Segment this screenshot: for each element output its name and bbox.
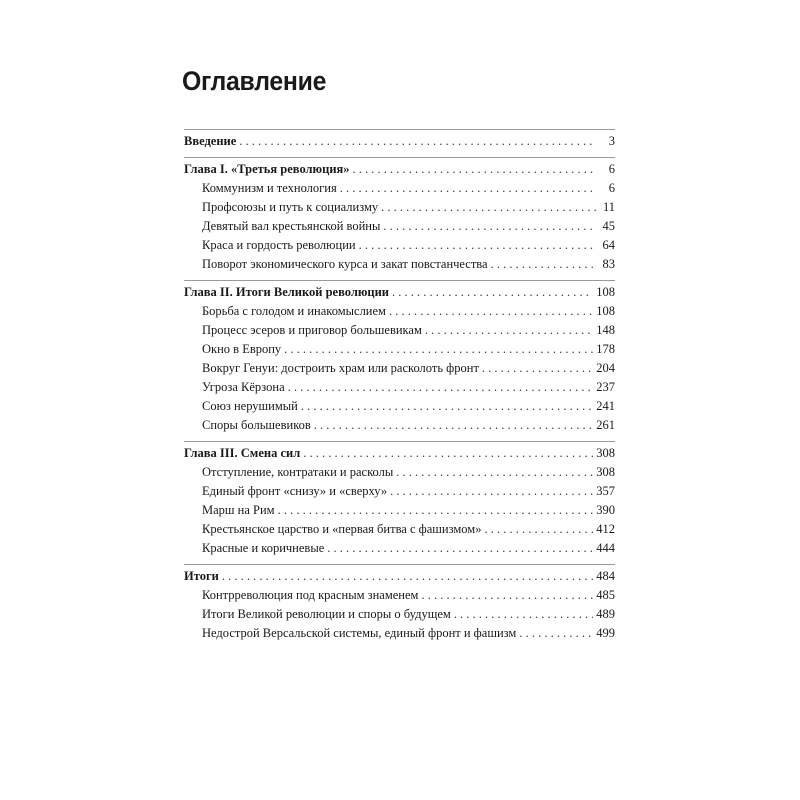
toc-entry-title: Девятый вал крестьянской войны (202, 219, 381, 233)
toc-page-number: 261 (596, 418, 615, 432)
toc-entry-title: Недострой Версальской системы, единый фронт и фашизм (202, 626, 517, 640)
dot-leader (314, 416, 593, 435)
toc-page-number: 357 (596, 484, 615, 498)
dot-leader (454, 605, 593, 624)
toc-chapter-entry[interactable] (184, 160, 615, 179)
toc-entry-title: Коммунизм и технология (202, 181, 337, 195)
toc-subsection-entry[interactable] (184, 359, 615, 378)
toc-page-number: 148 (596, 323, 615, 337)
toc-subsection-entry[interactable] (184, 624, 615, 643)
dot-leader (353, 160, 596, 179)
table-of-contents (184, 129, 615, 649)
toc-section (184, 441, 615, 558)
toc-page-number: 241 (596, 399, 615, 413)
toc-page-number: 444 (596, 541, 615, 555)
toc-page-number: 237 (596, 380, 615, 394)
toc-subsection-entry[interactable] (184, 605, 615, 624)
toc-chapter-entry[interactable] (184, 132, 615, 151)
toc-section (184, 157, 615, 274)
toc-subsection-entry[interactable] (184, 236, 615, 255)
toc-page-number: 3 (608, 134, 615, 148)
toc-chapter-entry[interactable] (184, 567, 615, 586)
toc-subsection-entry[interactable] (184, 501, 615, 520)
toc-subsection-entry[interactable] (184, 179, 615, 198)
toc-entry-title: Угроза Кёрзона (202, 380, 285, 394)
dot-leader (301, 397, 593, 416)
toc-subsection-entry[interactable] (184, 198, 615, 217)
toc-page-number: 6 (608, 162, 615, 176)
toc-page-number: 45 (602, 219, 615, 233)
toc-section (184, 280, 615, 435)
toc-entry-title: Единый фронт «снизу» и «сверху» (202, 484, 388, 498)
toc-subsection-entry[interactable] (184, 321, 615, 340)
toc-entry-title: Введение (184, 134, 237, 148)
toc-page-number: 108 (596, 285, 615, 299)
toc-page-number: 485 (596, 588, 615, 602)
toc-entry-title: Окно в Европу (202, 342, 282, 356)
page-title: Оглавление (182, 66, 327, 96)
dot-leader (519, 624, 593, 643)
toc-page-number: 412 (596, 522, 615, 536)
toc-subsection-entry[interactable] (184, 302, 615, 321)
toc-entry-title: Контрреволюция под красным знаменем (202, 588, 419, 602)
toc-entry-title: Борьба с голодом и инакомыслием (202, 304, 386, 318)
dot-leader (340, 179, 596, 198)
dot-leader (390, 482, 593, 501)
dot-leader (421, 586, 593, 605)
toc-entry-title: Красные и коричневые (202, 541, 325, 555)
toc-subsection-entry[interactable] (184, 217, 615, 236)
toc-page-number: 6 (608, 181, 615, 195)
toc-page-number: 499 (596, 626, 615, 640)
toc-entry-title: Споры большевиков (202, 418, 311, 432)
toc-subsection-entry[interactable] (184, 482, 615, 501)
dot-leader (381, 198, 596, 217)
dot-leader (303, 444, 593, 463)
dot-leader (389, 302, 593, 321)
dot-leader (396, 463, 593, 482)
dot-leader (491, 255, 596, 274)
dot-leader (278, 501, 594, 520)
toc-entry-title: Процесс эсеров и приговор большевикам (202, 323, 422, 337)
toc-entry-title: Крестьянское царство и «первая битва с фашизмом» (202, 522, 482, 536)
toc-entry-title: Глава III. Смена сил (184, 446, 301, 460)
toc-chapter-entry[interactable] (184, 283, 615, 302)
toc-page-number: 108 (596, 304, 615, 318)
toc-page-number: 178 (596, 342, 615, 356)
toc-entry-title: Краса и гордость революции (202, 238, 356, 252)
toc-page-number: 11 (602, 200, 615, 214)
dot-leader (327, 539, 593, 558)
toc-chapter-entry[interactable] (184, 444, 615, 463)
toc-page-number: 308 (596, 446, 615, 460)
dot-leader (425, 321, 593, 340)
toc-entry-title: Союз нерушимый (202, 399, 298, 413)
toc-page-number: 308 (596, 465, 615, 479)
toc-subsection-entry[interactable] (184, 463, 615, 482)
toc-entry-title: Глава II. Итоги Великой революции (184, 285, 389, 299)
dot-leader (284, 340, 593, 359)
toc-entry-title: Итоги Великой революции и споры о будущем (202, 607, 451, 621)
toc-page-number: 83 (602, 257, 615, 271)
toc-entry-title: Вокруг Генуи: достроить храм или расколоть фронт (202, 361, 479, 375)
toc-subsection-entry[interactable] (184, 378, 615, 397)
toc-page-number: 484 (596, 569, 615, 583)
toc-subsection-entry[interactable] (184, 340, 615, 359)
toc-entry-title: Марш на Рим (202, 503, 275, 517)
toc-page-number: 489 (596, 607, 615, 621)
dot-leader (383, 217, 596, 236)
toc-page-number: 64 (602, 238, 615, 252)
toc-subsection-entry[interactable] (184, 255, 615, 274)
toc-subsection-entry[interactable] (184, 397, 615, 416)
toc-section (184, 129, 615, 151)
dot-leader (482, 359, 593, 378)
toc-page-number: 390 (596, 503, 615, 517)
toc-subsection-entry[interactable] (184, 539, 615, 558)
dot-leader (359, 236, 596, 255)
dot-leader (288, 378, 594, 397)
toc-entry-title: Отступление, контратаки и расколы (202, 465, 394, 479)
dot-leader (392, 283, 593, 302)
toc-entry-title: Поворот экономического курса и закат повстанчества (202, 257, 488, 271)
toc-subsection-entry[interactable] (184, 520, 615, 539)
toc-entry-title: Глава I. «Третья революция» (184, 162, 350, 176)
dot-leader (484, 520, 593, 539)
toc-page-number: 204 (596, 361, 615, 375)
toc-subsection-entry[interactable] (184, 416, 615, 435)
toc-entry-title: Профсоюзы и путь к социализму (202, 200, 379, 214)
dot-leader (239, 132, 596, 151)
toc-entry-title: Итоги (184, 569, 219, 583)
toc-section (184, 564, 615, 643)
toc-subsection-entry[interactable] (184, 586, 615, 605)
dot-leader (222, 567, 593, 586)
